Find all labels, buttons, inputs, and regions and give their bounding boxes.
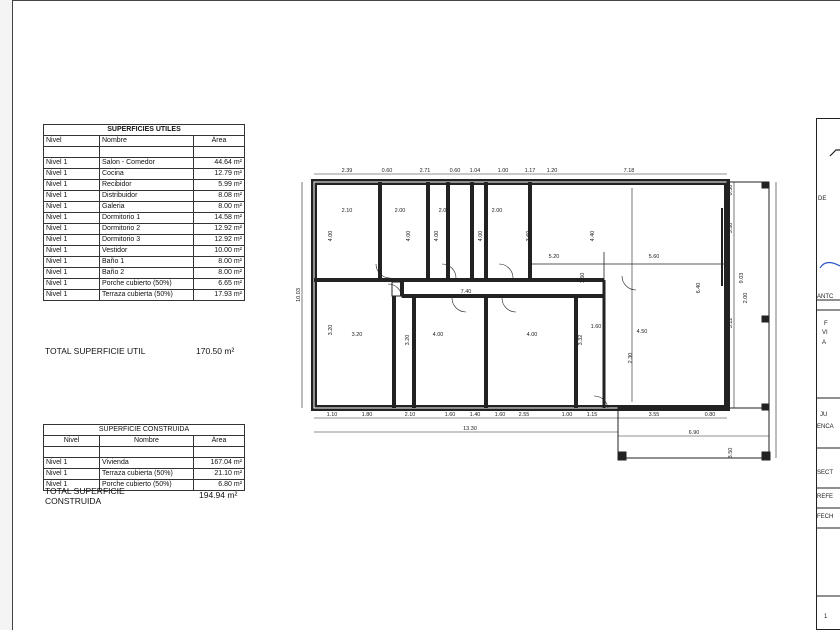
title-block-label: REFE [817, 494, 834, 500]
cell-area: 8.00 m² [194, 268, 245, 279]
dimension-label: 3.20 [328, 324, 334, 336]
title-block-label: A [822, 340, 827, 346]
column-header-nombre: Nombre [100, 436, 194, 447]
title-block-label: DE [818, 196, 827, 202]
cell-nivel: Nivel 1 [44, 224, 100, 235]
cell-nivel: Nivel 1 [44, 235, 100, 246]
dimension-label: 1.15 [586, 412, 598, 418]
superficie-construida-table [43, 424, 245, 491]
column-header-nombre: Nombre [100, 136, 194, 147]
dimension-label: 3.20 [405, 334, 411, 346]
cell-nivel: Nivel 1 [44, 169, 100, 180]
cell-area: 12.92 m² [194, 235, 245, 246]
cell-nivel: Nivel 1 [44, 480, 100, 491]
table-row [44, 158, 245, 169]
table-title: SUPERFICIES UTILES [44, 125, 245, 136]
title-block-label: ANTC [817, 294, 834, 300]
dimension-label: 3.60 [526, 230, 532, 242]
cell-nivel: Nivel 1 [44, 246, 100, 257]
cell-area: 5.99 m² [194, 180, 245, 191]
cell-nivel: Nivel 1 [44, 458, 100, 469]
dimension-label: 5.20 [548, 254, 560, 260]
dimension-label: 2.00 [394, 208, 406, 214]
cell-nivel: Nivel 1 [44, 158, 100, 169]
door-swing [502, 298, 516, 312]
dimension-label: 4.00 [434, 230, 440, 242]
total-superficie-util-label: TOTAL SUPERFICIE UTIL [45, 346, 146, 356]
dimension-label: 1.04 [469, 168, 481, 174]
cell-nombre: Dormitorio 1 [100, 213, 194, 224]
dimension-label: 1.17 [524, 168, 536, 174]
title-block-label: ENCA [817, 424, 834, 430]
cell-nivel: Nivel 1 [44, 191, 100, 202]
cell-nombre: Salon - Comedor [100, 158, 194, 169]
title-block [816, 118, 840, 630]
dimension-label: 0.60 [381, 168, 393, 174]
dimension-label: 2.71 [419, 168, 431, 174]
dimension-label: 13.30 [463, 426, 477, 432]
total-superficie-construida-label-1: TOTAL SUPERFICIE [45, 486, 125, 496]
cell-area: 12.79 m² [194, 169, 245, 180]
title-block-label: SECT [817, 470, 834, 476]
table-row [44, 235, 245, 246]
cell-nombre: Galeria [100, 202, 194, 213]
title-block-label: FECH [817, 514, 834, 520]
dimension-label: 3.50 [728, 222, 734, 234]
dimension-label: 4.00 [526, 332, 538, 338]
dimension-label: 4.50 [636, 329, 648, 335]
dimension-label: 6.90 [688, 430, 700, 436]
door-swing [452, 298, 466, 312]
table-row [44, 290, 245, 301]
dimension-label: 3.32 [578, 334, 584, 346]
title-block-label: VI [822, 330, 828, 336]
cell-area: 10.00 m² [194, 246, 245, 257]
dimension-label: 1.40 [469, 412, 481, 418]
dimension-label: 4.00 [328, 230, 334, 242]
table-row [44, 169, 245, 180]
dimension-label: 1.60 [444, 412, 456, 418]
table-title: SUPERFICIE CONSTRUIDA [44, 425, 245, 436]
cell-nombre: Porche cubierto (50%) [100, 480, 194, 491]
dimension-label: 2.00 [743, 292, 749, 304]
cell-area: 8.08 m² [194, 191, 245, 202]
column [762, 316, 768, 322]
dimension-label: 9.03 [739, 272, 745, 284]
cell-nombre: Recibidor [100, 180, 194, 191]
total-superficie-util-value: 170.50 m² [196, 346, 235, 356]
dimension-label: 2.00 [438, 208, 450, 214]
cell-nombre: Vivienda [100, 458, 194, 469]
cell-nombre: Dormitorio 3 [100, 235, 194, 246]
cell-nombre: Distribuidor [100, 191, 194, 202]
column [762, 404, 768, 410]
dimension-label: 2.30 [628, 352, 634, 364]
title-block-label: F [824, 321, 828, 327]
dimension-label: 6.40 [696, 282, 702, 294]
cell-nivel: Nivel 1 [44, 202, 100, 213]
cell-nombre: Baño 1 [100, 257, 194, 268]
cell-nivel: Nivel 1 [44, 213, 100, 224]
column [762, 452, 770, 460]
table-row [44, 469, 245, 480]
dimension-label: 0.30 [728, 184, 734, 196]
dimension-label: 1.50 [580, 272, 586, 284]
dimension-label: 2.10 [341, 208, 353, 214]
cell-nombre: Porche cubierto (50%) [100, 279, 194, 290]
door-swing [622, 276, 636, 290]
dimension-label: 2.55 [518, 412, 530, 418]
table-row [44, 246, 245, 257]
dimension-label: 1.00 [561, 412, 573, 418]
total-superficie-construida-label-2: CONSTRUIDA [45, 496, 102, 506]
door-swing [499, 264, 513, 278]
cell-nombre: Terraza cubierta (50%) [100, 290, 194, 301]
dimension-label: 3.20 [351, 332, 363, 338]
cell-area: 8.00 m² [194, 257, 245, 268]
cell-nombre: Vestidor [100, 246, 194, 257]
viewer-left-margin [0, 0, 12, 630]
column-header-area: Área [194, 136, 245, 147]
cell-nombre: Dormitorio 2 [100, 224, 194, 235]
title-block-label: 1 [824, 614, 828, 620]
dimension-label: 3.50 [728, 447, 734, 459]
column-header-nivel: Nivel [44, 136, 100, 147]
dimension-label: 1.60 [494, 412, 506, 418]
dimension-label: 5.12 [728, 317, 734, 329]
dimension-label: 3.55 [648, 412, 660, 418]
cell-nivel: Nivel 1 [44, 279, 100, 290]
cell-nombre: Baño 2 [100, 268, 194, 279]
dimension-label: 4.00 [406, 230, 412, 242]
cell-area: 167.04 m² [194, 458, 245, 469]
table-row [44, 279, 245, 290]
table-row [44, 202, 245, 213]
dimension-label: 1.60 [590, 324, 602, 330]
column-header-area: Área [194, 436, 245, 447]
superficies-utiles-rows [44, 158, 245, 301]
table-row [44, 213, 245, 224]
cell-nombre: Terraza cubierta (50%) [100, 469, 194, 480]
table-row [44, 268, 245, 279]
cell-area: 14.58 m² [194, 213, 245, 224]
floor-plan-drawing [292, 168, 782, 498]
dimension-label: 10.03 [296, 288, 302, 302]
dimension-label: 5.60 [648, 254, 660, 260]
logo-mark [830, 150, 840, 156]
signature-mark [820, 262, 840, 268]
dimension-label: 1.10 [326, 412, 338, 418]
cell-area: 6.65 m² [194, 279, 245, 290]
cell-area: 12.92 m² [194, 224, 245, 235]
dimension-label: 2.39 [341, 168, 353, 174]
cell-area: 44.64 m² [194, 158, 245, 169]
cell-nivel: Nivel 1 [44, 257, 100, 268]
cell-area: 21.10 m² [194, 469, 245, 480]
column [618, 452, 626, 460]
dimension-label: 4.40 [590, 230, 596, 242]
dimension-label: 7.18 [623, 168, 635, 174]
cell-nivel: Nivel 1 [44, 290, 100, 301]
dimension-label: 1.20 [546, 168, 558, 174]
dimension-label: 0.60 [449, 168, 461, 174]
column-header-nivel: Nivel [44, 436, 100, 447]
dimension-label: 1.80 [361, 412, 373, 418]
dimension-label: 2.00 [491, 208, 503, 214]
superficies-utiles-table [43, 124, 245, 301]
dimension-label: 7.40 [460, 289, 472, 295]
dimension-label: 4.00 [432, 332, 444, 338]
table-row [44, 180, 245, 191]
table-row [44, 224, 245, 235]
cell-nivel: Nivel 1 [44, 268, 100, 279]
table-row [44, 458, 245, 469]
dimension-label: 1.00 [497, 168, 509, 174]
dimension-label: 4.00 [478, 230, 484, 242]
cell-nombre: Cocina [100, 169, 194, 180]
dimension-label: 2.10 [404, 412, 416, 418]
cell-nivel: Nivel 1 [44, 469, 100, 480]
dimension-label: 0.80 [704, 412, 716, 418]
cell-area: 8.00 m² [194, 202, 245, 213]
table-row [44, 191, 245, 202]
title-block-label: JU [820, 412, 828, 418]
cell-area: 6.80 m² [194, 480, 245, 491]
table-row [44, 257, 245, 268]
cell-nivel: Nivel 1 [44, 180, 100, 191]
column [762, 182, 768, 188]
total-superficie-construida-value: 194.94 m² [199, 490, 238, 500]
cell-area: 17.93 m² [194, 290, 245, 301]
